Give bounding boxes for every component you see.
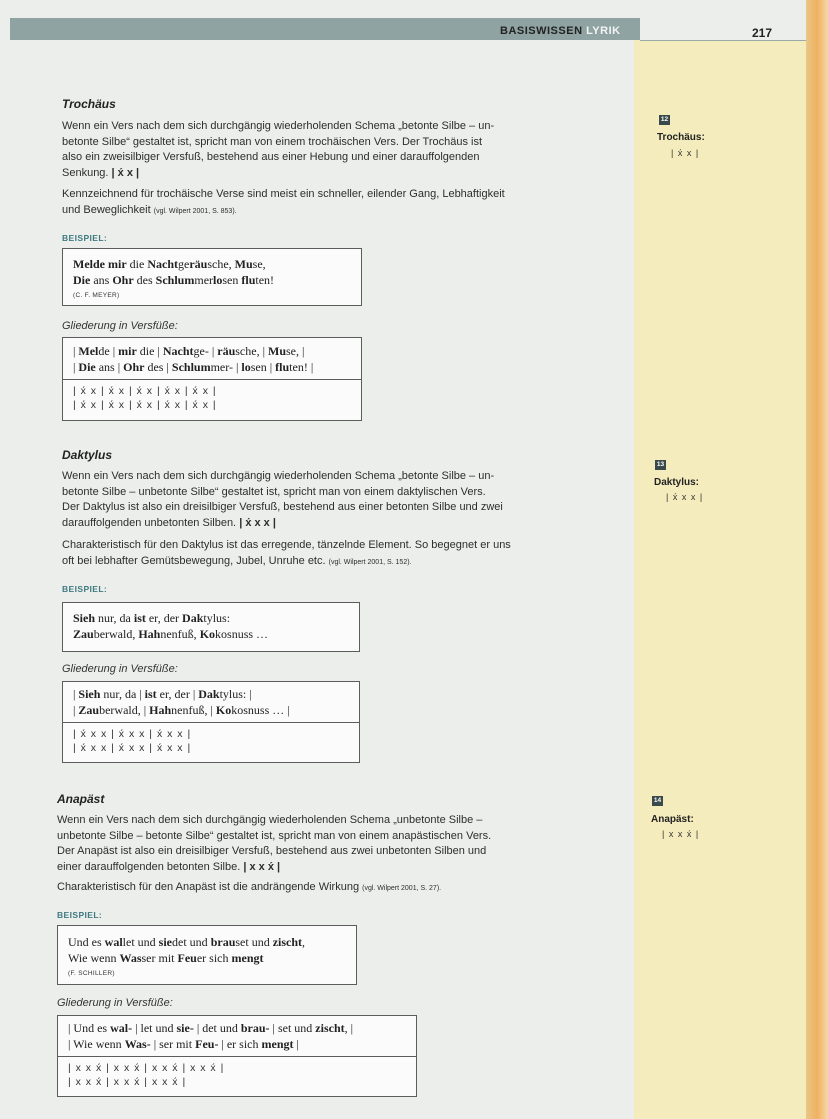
verse-line: Wie wenn Wasser mit Feuer sich mengt [68, 951, 264, 965]
verse-line: Sieh nur, da ist er, der Daktylus: [73, 611, 231, 625]
text-line: Charakteristisch für den Anapäst ist die andrängende Wirkung [57, 881, 360, 893]
anapaest-characteristics [57, 880, 557, 897]
page-edge [806, 0, 828, 1119]
meter-pattern: | x́ x x | [239, 516, 276, 529]
example-label: BEISPIEL: [62, 233, 108, 243]
citation: (vgl. Wilpert 2001, S. 853). [153, 207, 237, 215]
text-line: einer darauffolgenden betonten Silbe. [57, 860, 241, 873]
section-title-anapaest: Anapäst [57, 792, 105, 806]
header-section: BASISWISSEN [500, 25, 583, 37]
margin-title: Anapäst: [651, 814, 694, 825]
division-box [57, 1015, 417, 1097]
daktylus-definition [62, 469, 562, 531]
text-line: Wenn ein Vers nach dem sich durchgängig wiederholenden Schema „betonte Silbe – un- [62, 120, 495, 132]
text-line: Wenn ein Vers nach dem sich durchgängig wiederholenden Schema „unbetonte Silbe – [57, 814, 483, 826]
margin-number-badge: 12 [660, 116, 669, 123]
text-line: betonte Silbe – unbetonte Silbe“ gestaltet ist, spricht man von einem daktylischen Vers. [62, 485, 486, 498]
verse-line: Die ans Ohr des Schlummerlosen fluten! [73, 273, 275, 287]
text-line: Kennzeichnend für trochäische Verse sind meist ein schneller, eilender Gang, Lebhaftigkeit [62, 188, 505, 200]
meter-line: | x x x́ | x x x́ | x x x́ | x x x́ | [68, 1062, 225, 1074]
trochaeus-definition [62, 119, 562, 181]
example-label: BEISPIEL: [62, 584, 108, 594]
division-label: Gliederung in Versfüße: [57, 997, 173, 1009]
verse-line: | Melde | mir die | Nachtge- | räusche, | Muse, | [73, 344, 305, 358]
verse-line: Und es wallet und siedet und brauset und zischt, [68, 935, 306, 949]
margin-number-badge: 14 [653, 797, 662, 804]
running-header [500, 25, 621, 37]
division-label: Gliederung in Versfüße: [62, 663, 178, 675]
margin-number-badge: 13 [656, 461, 665, 468]
trochaeus-characteristics [62, 187, 562, 219]
example-box [57, 925, 357, 985]
division-box [62, 337, 362, 421]
division-label: Gliederung in Versfüße: [62, 320, 178, 332]
section-title-daktylus: Daktylus [62, 448, 113, 462]
daktylus-characteristics [62, 538, 562, 570]
text-line: Der Anapäst ist also ein dreisilbiger Versfuß, bestehend aus zwei unbetonten Silben und [57, 845, 487, 857]
page-number: 217 [752, 26, 773, 40]
citation: (vgl. Wilpert 2001, S. 152). [328, 558, 412, 566]
example-source: (F. SCHILLER) [68, 970, 115, 977]
division-box [62, 681, 360, 763]
text-line: betonte Silbe“ gestaltet ist, spricht man von einem trochäischen Vers. Der Trochäus ist [62, 135, 483, 148]
example-box [62, 602, 360, 652]
text-line: Wenn ein Vers nach dem sich durchgängig wiederholenden Schema „betonte Silbe – un- [62, 470, 495, 482]
example-source: (C. F. MEYER) [73, 292, 120, 299]
text-line: Charakteristisch für den Daktylus ist das erregende, tänzelnde Element. So begegnet er uns [62, 539, 511, 551]
header-rule [640, 40, 810, 41]
margin-pattern: | x x x́ | [662, 829, 700, 839]
margin-column [634, 40, 806, 1119]
verse-line: | Und es wal- | let und sie- | det und brau- | set und zischt, | [68, 1021, 354, 1035]
meter-pattern: | x́ x | [111, 166, 140, 179]
meter-line: | x x x́ | x x x́ | x x x́ | [68, 1076, 187, 1088]
verse-line: | Sieh nur, da | ist er, der | Daktylus: | [73, 687, 252, 701]
margin-title: Daktylus: [654, 477, 700, 488]
meter-line: | x́ x x | x́ x x | x́ x x | [73, 728, 192, 740]
header-subsection: LYRIK [586, 25, 621, 37]
text-line: darauffolgenden unbetonten Silben. [62, 516, 237, 529]
meter-pattern: | x x x́ | [243, 860, 281, 873]
margin-title: Trochäus: [657, 132, 705, 143]
verse-line: | Zauberwald, | Hahnenfuß, | Kokosnuss … | [73, 703, 290, 717]
margin-pattern: | x́ x x | [666, 492, 704, 502]
text-line: und Beweglichkeit [62, 203, 151, 216]
text-line: Der Daktylus ist also ein dreisilbiger Versfuß, bestehend aus einer betonten Silbe und zwei [62, 501, 503, 513]
verse-line: | Die ans | Ohr des | Schlummer- | losen | fluten! | [73, 360, 314, 374]
example-box [62, 248, 362, 306]
text-line: also ein zweisilbiger Versfuß, bestehend aus einer Hebung und einer darauffolgenden [62, 151, 480, 163]
example-label: BEISPIEL: [57, 910, 103, 920]
text-line: Senkung. [62, 166, 109, 179]
meter-line: | x́ x | x́ x | x́ x | x́ x | x́ x | [73, 385, 217, 397]
text-line: oft bei lebhafter Gemütsbewegung, Jubel, Unruhe etc. [62, 554, 326, 567]
verse-line: | Wie wenn Was- | ser mit Feu- | er sich mengt | [68, 1037, 299, 1051]
meter-line: | x́ x | x́ x | x́ x | x́ x | x́ x | [73, 399, 217, 411]
citation: (vgl. Wilpert 2001, S. 27). [362, 885, 442, 892]
text-line: unbetonte Silbe – betonte Silbe“ gestaltet ist, spricht man von einem anapästischen Vers. [57, 829, 492, 842]
margin-pattern: | x́ x | [671, 148, 700, 158]
verse-line: Zauberwald, Hahnenfuß, Kokosnuss … [73, 627, 269, 641]
anapaest-definition [57, 813, 557, 875]
verse-line: Melde mir die Nachtgeräusche, Muse, [73, 257, 266, 271]
meter-line: | x́ x x | x́ x x | x́ x x | [73, 742, 192, 754]
section-title-trochaeus: Trochäus [62, 97, 116, 111]
